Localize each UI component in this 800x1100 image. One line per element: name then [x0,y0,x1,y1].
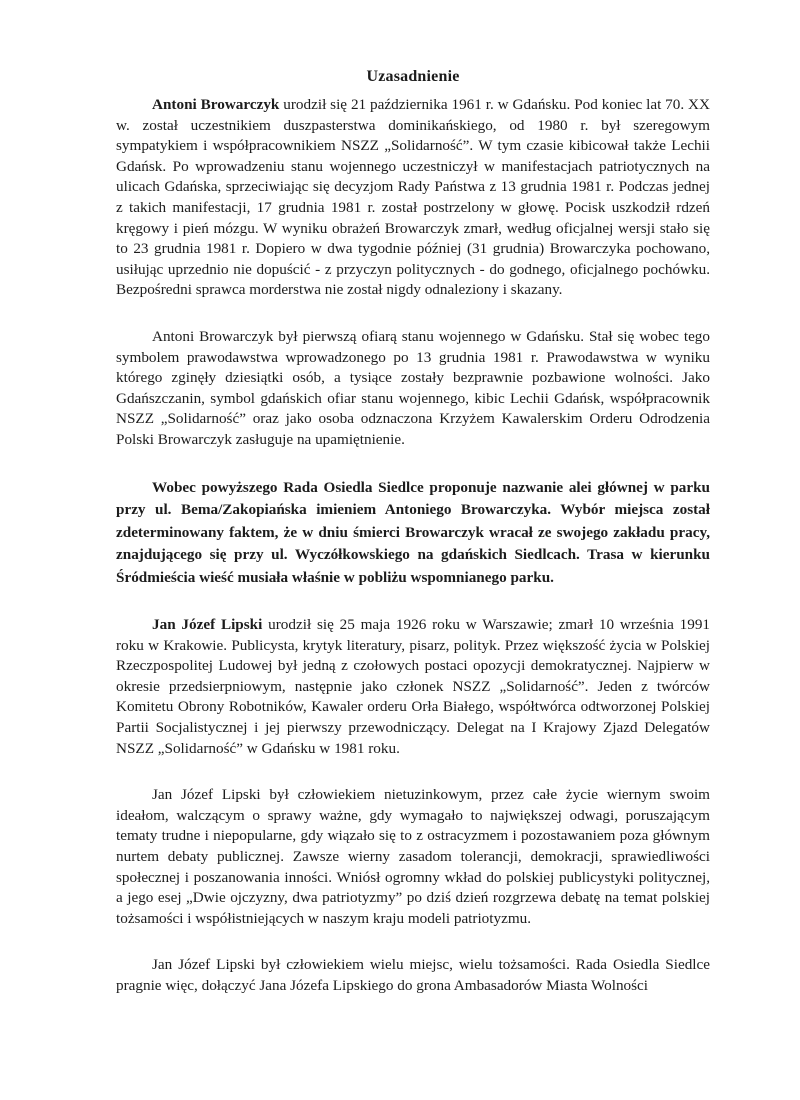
paragraph-lipski-bio-text: urodził się 25 maja 1926 roku w Warszawie; zmarł 10 września 1991 roku w Krakowie. Publicysta, krytyk literatury, pisarz, polityk. Przez większość życia w Polskiej Rzeczpospolitej Ludowej był jedną z czołowych postaci opozycji demokratycznej. Najpierw w okresie przedsierpniowym, następnie jako członek NSZZ „Solidarność”. Jeden z twórców Komitetu Obrony Robotników, Kawaler orderu Orła Białego, współtwórca odtworzonej Polskiej Partii Socjalistycznej i jej pierwszy przewodniczący. Delegat na I Krajowy Zjazd Delegatów NSZZ „Solidarność” w Gdańsku w 1981 roku. [116,616,711,757]
paragraph-lipski-character: Jan Józef Lipski był człowiekiem nietuzinkowym, przez całe życie wiernym swoim ideałom, walczącym o sprawy ważne, gdy wymagało to największej odwagi, poruszającym tematy trudne i niepopularne, gdy wiązało się to z ostracyzmem i pozostawaniem poza głównym nurtem debaty publicznej. Zawsze wierny zasadom tolerancji, demokracji, sprawiedliwości społecznej i poszanowania inności. Wniósł ogromny wkład do polskiej publicystyki politycznej, a jego esej „Dwie ojczyzny, dwa patriotyzmy” po dziś dzień rozgrzewa debatę na temat polskiej tożsamości i współistniejących w naszym kraju modeli patriotyzmu. [116,786,710,927]
paragraph-lipski-bio [116,615,710,759]
paragraph-lipski-ambassador: Jan Józef Lipski był człowiekiem wielu miejsc, wielu tożsamości. Rada Osiedla Siedlce pragnie więc, dołączyć Jana Józefa Lipskiego do grona Ambasadorów Miasta Wolności [116,956,710,994]
person-name-lipski: Jan Józef Lipski [152,616,263,633]
document-title: Uzasadnienie [366,68,460,85]
paragraph-proposal: Wobec powyższego Rada Osiedla Siedlce proponuje nazwanie alei głównej w parku przy ul. Bema/Zakopiańska imieniem Antoniego Browarczyka. Wybór miejsca został zdeterminowany faktem, że w dniu śmierci Browarczyk wracał ze swojego zakładu pracy, znajdującego się przy ul. Wyczółkowskiego na gdańskich Siedlcach. Trasa w kierunku Śródmieścia wieść musiała właśnie w pobliżu wspomnianego parku. [116,478,710,586]
paragraph-browarczyk-bio-text: urodził się 21 października 1961 r. w Gdańsku. Pod koniec lat 70. XX w. został uczestnikiem duszpasterstwa dominikańskiego, od 1980 r. był szeregowym sympatykiem i współpracownikiem NSZZ „Solidarność”. W tym czasie kibicował także Lechii Gdańsk. Po wprowadzeniu stanu wojennego uczestniczył w manifestacjach patriotycznych na ulicach Gdańska, sprzeciwiając się decyzjom Rady Państwa z 13 grudnia 1981 r. Podczas jednej z takich manifestacji, 17 grudnia 1981 r. został postrzelony w głowę. Pocisk uszkodził rdzeń kręgowy i pień mózgu. W wyniku obrażeń Browarczyk zmarł, według oficjalnej wersji stało się to 23 grudnia 1981 r. Dopiero w dwa tygodnie później (31 grudnia) Browarczyka pochowano, usiłując uprzednio nie dopuścić - z przyczyn politycznych - do godnego, oficjalnego pochówku. Bezpośredni sprawca morderstwa nie został nigdy odnaleziony i skazany. [116,96,710,299]
paragraph-browarczyk-bio [116,95,710,301]
person-name-browarczyk: Antoni Browarczyk [152,96,280,113]
paragraph-browarczyk-symbol: Antoni Browarczyk był pierwszą ofiarą stanu wojennego w Gdańsku. Stał się wobec tego symbolem prawodawstwa wprowadzonego po 13 grudnia 1981 r. Prawodawstwa w wyniku którego zginęły dziesiątki osób, a tysiące zostały bezprawnie pozbawione wolności. Jako Gdańszczanin, symbol gdańskich ofiar stanu wojennego, kibic Lechii Gdańsk, współpracownik NSZZ „Solidarność” oraz jako osoba odznaczona Krzyżem Kawalerskim Orderu Odrodzenia Polski Browarczyk zasługuje na upamiętnienie. [116,327,710,448]
